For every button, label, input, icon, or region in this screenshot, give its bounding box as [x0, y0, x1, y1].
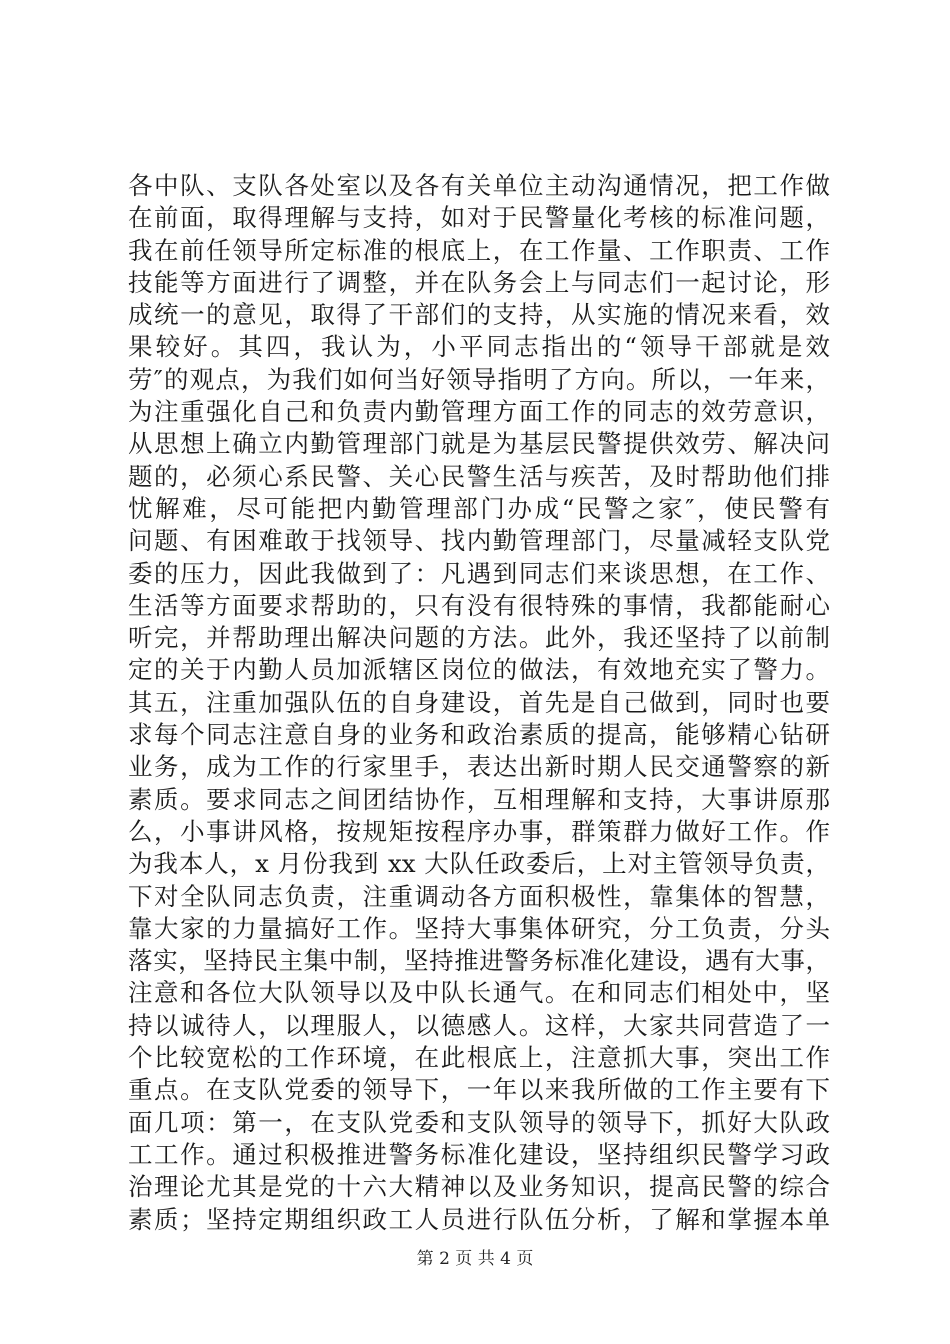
text-line: 业务，成为工作的行家里手，表达出新时期人民交通警察的新 [128, 752, 830, 782]
text-line: 听完，并帮助理出解决问题的方法。此外，我还坚持了以前制 [128, 623, 830, 653]
text-line: 落实，坚持民主集中制，坚持推进警务标准化建设，遇有大事， [128, 946, 830, 976]
text-line: 注意和各位大队领导以及中队长通气。在和同志们相处中，坚 [128, 978, 830, 1008]
page-footer: 第 2 页 共 4 页 [416, 1249, 534, 1269]
text-line: 么，小事讲风格，按规矩按程序办事，群策群力做好工作。作 [128, 816, 830, 846]
text-line: 下对全队同志负责，注重调动各方面积极性，靠集体的智慧， [128, 881, 830, 911]
text-line: 面几项：第一，在支队党委和支队领导的领导下，抓好大队政 [128, 1107, 830, 1137]
text-line: 素质。要求同志之间团结协作，互相理解和支持，大事讲原那 [128, 784, 830, 814]
text-line: 个比较宽松的工作环境，在此根底上，注意抓大事，突出工作 [128, 1043, 830, 1073]
text-line: 为我本人，x 月份我到 xx 大队任政委后，上对主管领导负责， [128, 849, 830, 879]
text-line: 生活等方面要求帮助的，只有没有很特殊的事情，我都能耐心 [128, 590, 830, 620]
text-line: 从思想上确立内勤管理部门就是为基层民警提供效劳、解决问 [128, 429, 830, 459]
text-line: 定的关于内勤人员加派辖区岗位的做法，有效地充实了警力。 [128, 655, 830, 685]
text-line: 果较好。其四，我认为，小平同志指出的“领导干部就是效 [128, 332, 830, 362]
text-line: 治理论尤其是党的十六大精神以及业务知识，提高民警的综合 [128, 1172, 830, 1202]
text-line: 忧解难，尽可能把内勤管理部门办成“民警之家″，使民警有 [128, 493, 830, 523]
text-line: 工工作。通过积极推进警务标准化建设，坚持组织民警学习政 [128, 1139, 830, 1169]
text-line: 题的，必须心系民警、关心民警生活与疾苦，及时帮助他们排 [128, 461, 830, 491]
text-line: 在前面，取得理解与支持，如对于民警量化考核的标准问题， [128, 203, 830, 233]
text-line: 委的压力，因此我做到了：凡遇到同志们来谈思想，在工作、 [128, 558, 830, 588]
text-line: 求每个同志注意自身的业务和政治素质的提高，能够精心钻研 [128, 720, 830, 750]
text-line: 素质；坚持定期组织政工人员进行队伍分析，了解和掌握本单 [128, 1204, 830, 1234]
text-line: 靠大家的力量搞好工作。坚持大事集体研究，分工负责，分头 [128, 913, 830, 943]
text-line: 我在前任领导所定标准的根底上，在工作量、工作职责、工作 [128, 235, 830, 265]
body-text [128, 170, 830, 1236]
text-line: 技能等方面进行了调整，并在队务会上与同志们一起讨论，形 [128, 267, 830, 297]
text-line: 为注重强化自己和负责内勤管理方面工作的同志的效劳意识， [128, 397, 830, 427]
text-line: 各中队、支队各处室以及各有关单位主动沟通情况，把工作做 [128, 171, 830, 200]
text-line: 成统一的意见，取得了干部们的支持，从实施的情况来看，效 [128, 300, 830, 330]
text-line: 问题、有困难敢于找领导、找内勤管理部门，尽量减轻支队党 [128, 526, 830, 556]
text-line: 重点。在支队党委的领导下，一年以来我所做的工作主要有下 [128, 1075, 830, 1105]
text-line: 其五，注重加强队伍的自身建设，首先是自己做到，同时也要 [128, 687, 830, 717]
text-line: 劳″的观点，为我们如何当好领导指明了方向。所以，一年来， [128, 364, 830, 394]
text-line: 持以诚待人，以理服人，以德感人。这样，大家共同营造了一 [128, 1010, 830, 1040]
